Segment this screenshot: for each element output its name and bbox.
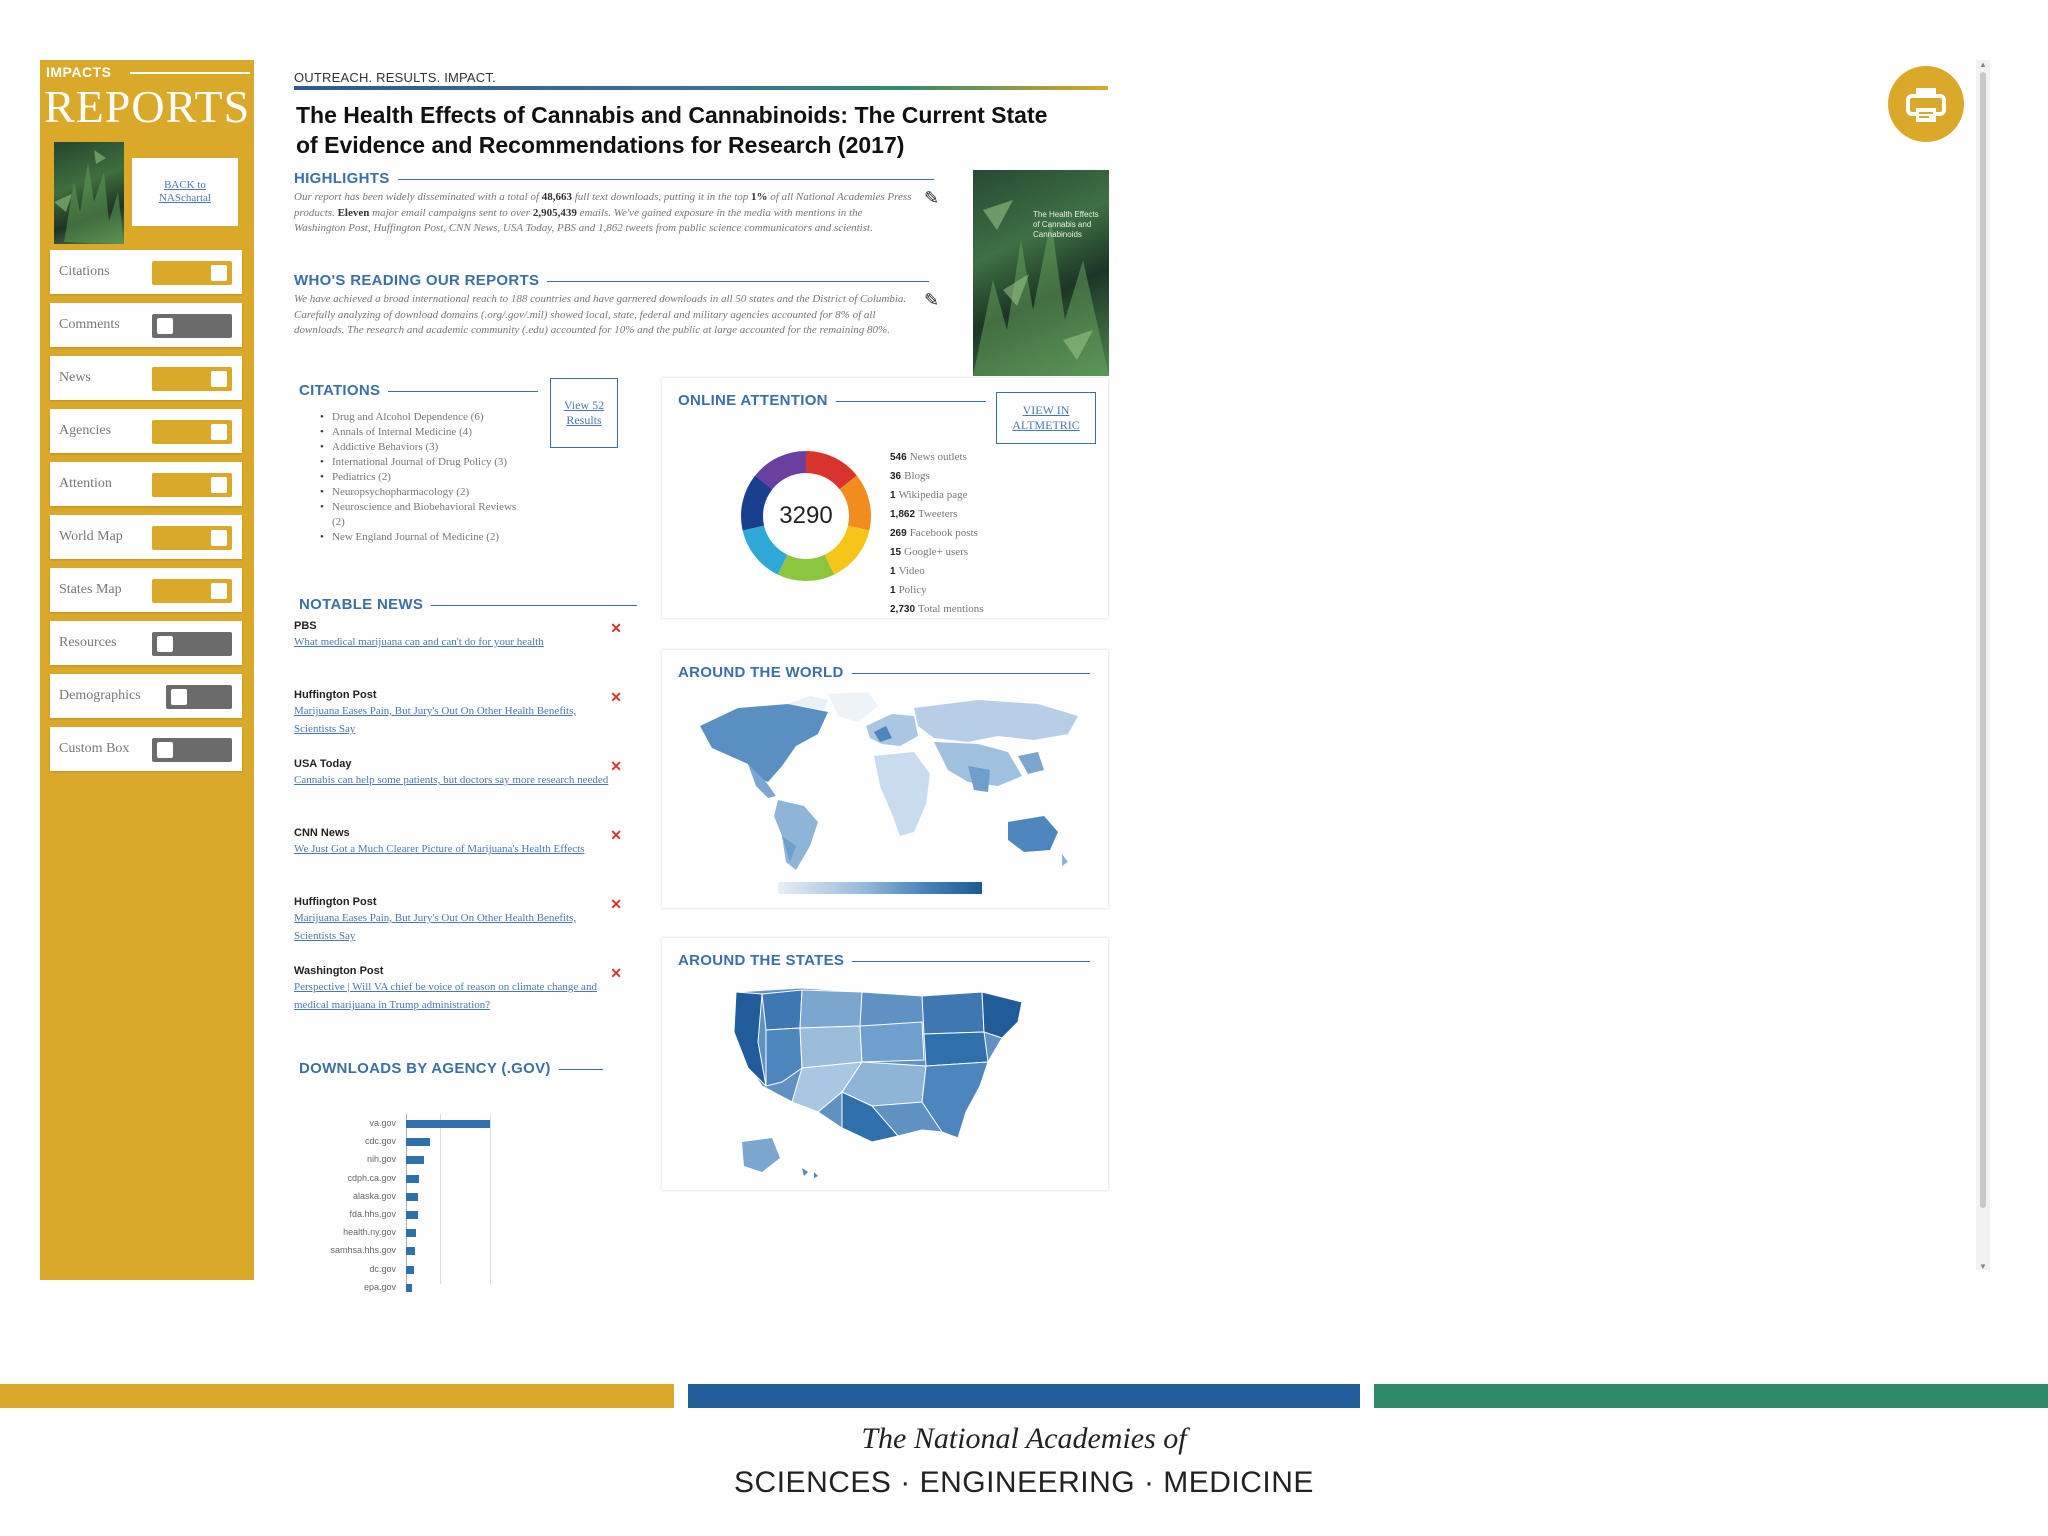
mention-count: 2,730 <box>890 604 916 615</box>
agency-bar <box>406 1120 490 1128</box>
scroll-up-icon[interactable]: ▲ <box>1979 60 1987 69</box>
agency-bar <box>406 1284 412 1292</box>
citation-item: • Neuroscience and Biobehavioral Reviews (2) <box>320 500 520 530</box>
agency-label: fda.hhs.gov <box>349 1209 396 1219</box>
agency-label: cdph.ca.gov <box>347 1172 396 1183</box>
mention-count: 1 <box>890 585 896 596</box>
mention-count: 1 <box>890 566 896 577</box>
donut-segment <box>783 565 830 570</box>
agency-label: nih.gov <box>366 1154 396 1165</box>
mention-item <box>890 467 1100 486</box>
agency-row <box>290 1243 620 1261</box>
toggle-switch-demographics[interactable] <box>166 685 232 709</box>
remove-news-icon[interactable]: ✕ <box>610 827 622 843</box>
toggle-label: Resources <box>59 635 117 650</box>
mention-label: Blogs <box>904 470 930 482</box>
altmetric-score: 3290 <box>779 502 833 529</box>
toggle-switch-world-map[interactable] <box>152 526 232 550</box>
toggle-knob <box>157 742 173 758</box>
agency-bar <box>406 1247 415 1255</box>
back-link[interactable]: BACK to NASchartal <box>132 158 238 226</box>
breadcrumb-bar <box>294 86 1108 90</box>
toggle-label: Agencies <box>59 423 112 438</box>
toggle-knob <box>157 318 173 334</box>
toggle-row-custom-box[interactable] <box>50 727 242 771</box>
remove-news-icon[interactable]: ✕ <box>610 758 622 774</box>
mention-label: Facebook posts <box>909 527 978 539</box>
highlights-text: Our report has been widely disseminated with a total of 48,663 full text downloads, putting it in the top 1% of all National Academies Press products. Eleven major email campaigns sent to over 2,905,439 emails. We've gained exposure in the media with mentions in the Washington Post, Huffington Post, CNN News, USA Today, PBS and 1,862 tweets from public science communicators and scientist. <box>294 191 912 234</box>
agency-bar <box>406 1193 418 1201</box>
states-map-panel <box>662 938 1108 1190</box>
mention-count: 1,862 <box>890 509 916 520</box>
citations-list <box>320 410 520 545</box>
citation-item: • Drug and Alcohol Dependence (6) <box>320 410 520 425</box>
toggle-row-states-map[interactable] <box>50 568 242 612</box>
toggle-row-world-map[interactable] <box>50 515 242 559</box>
printer-icon <box>1904 82 1948 126</box>
report-cover-thumbnail <box>54 142 124 244</box>
mention-count: 36 <box>890 471 902 482</box>
mention-item <box>890 562 1100 581</box>
report-main <box>290 60 1110 1292</box>
scroll-down-icon[interactable]: ▼ <box>1979 1262 1987 1271</box>
toggle-knob <box>211 371 227 387</box>
sidebar <box>40 60 254 1280</box>
remove-news-icon[interactable]: ✕ <box>610 965 622 981</box>
agency-label: cdc.gov <box>364 1136 396 1147</box>
agency-bar <box>406 1156 424 1164</box>
world-map-legend <box>778 882 982 894</box>
page-title: The Health Effects of Cannabis and Cannabinoids: The Current State of Evidence and Recommendations for Research (2017) <box>296 102 1048 158</box>
toggle-label: Custom Box <box>59 741 130 756</box>
remove-news-icon[interactable]: ✕ <box>610 689 622 705</box>
citation-item: • International Journal of Drug Policy (3) <box>320 455 520 470</box>
toggle-label: World Map <box>59 529 123 544</box>
agency-bar <box>406 1211 418 1219</box>
toggle-switch-attention[interactable] <box>152 473 232 497</box>
news-item <box>294 827 622 896</box>
toggle-row-resources[interactable] <box>50 621 242 665</box>
edit-readers-icon[interactable]: ✎ <box>924 290 940 310</box>
news-source: Huffington Post <box>294 896 377 908</box>
toggle-label: Comments <box>59 317 120 332</box>
toggle-row-comments[interactable] <box>50 303 242 347</box>
mention-item <box>890 581 1100 600</box>
world-map-panel <box>662 650 1108 908</box>
news-source: Huffington Post <box>294 689 377 701</box>
news-source: USA Today <box>294 758 352 770</box>
highlights-heading: HIGHLIGHTS <box>294 170 934 187</box>
mention-label: Total mentions <box>918 603 984 615</box>
reports-heading: REPORTS <box>44 81 251 132</box>
news-headline-link[interactable]: Cannabis can help some patients, but doctors say more research needed <box>294 774 609 786</box>
world-map <box>678 686 1092 878</box>
agency-row <box>290 1116 620 1134</box>
cover-title: The Health Effects of Cannabis and Cannabinoids <box>1033 210 1099 239</box>
news-headline-link[interactable]: Perspective | Will VA chief be voice of reason on climate change and medical marijuana in Trump administration? <box>294 981 597 1011</box>
mention-count: 1 <box>890 490 896 501</box>
news-list <box>294 620 622 1034</box>
toggle-switch-states-map[interactable] <box>152 579 232 603</box>
toggle-knob <box>157 636 173 652</box>
toggle-label: Attention <box>59 476 112 491</box>
news-heading: NOTABLE NEWS <box>299 596 637 613</box>
mention-item <box>890 524 1100 543</box>
footer-org-line2: SCIENCES · ENGINEERING · MEDICINE <box>734 1466 1314 1499</box>
news-source: CNN News <box>294 827 350 839</box>
toggle-row-demographics[interactable] <box>50 674 242 718</box>
toggle-row-agencies[interactable] <box>50 409 242 453</box>
agency-row <box>290 1152 620 1170</box>
toggle-knob <box>171 689 187 705</box>
report-cover-image <box>973 170 1109 376</box>
agency-row <box>290 1280 620 1298</box>
agency-row <box>290 1207 620 1225</box>
agency-label: epa.gov <box>363 1281 396 1292</box>
toggle-knob <box>211 477 227 493</box>
readers-heading: WHO'S READING OUR REPORTS <box>294 272 929 289</box>
toggle-knob <box>211 265 227 281</box>
toggle-label: States Map <box>59 582 122 597</box>
footer-org-line1: The National Academies of <box>861 1422 1187 1455</box>
online-attention-panel <box>662 378 1108 618</box>
citation-item: • Pediatrics (2) <box>320 470 520 485</box>
footer-band-gold <box>0 1384 674 1408</box>
attention-heading: ONLINE ATTENTION <box>678 392 986 409</box>
world-heading: AROUND THE WORLD <box>678 664 1090 681</box>
news-item <box>294 758 622 827</box>
toggle-switch-comments[interactable] <box>152 314 232 338</box>
toggle-knob <box>211 424 227 440</box>
news-headline-link[interactable]: We Just Got a Much Clearer Picture of Marijuana's Health Effects <box>294 843 585 855</box>
mention-count: 15 <box>890 547 902 558</box>
toggle-knob <box>211 583 227 599</box>
scrollbar-thumb[interactable] <box>1980 72 1986 1208</box>
agency-heading: DOWNLOADS BY AGENCY (.GOV) <box>299 1060 603 1077</box>
view-results-link[interactable]: View 52 Results <box>550 378 618 448</box>
toggle-switch-citations[interactable] <box>152 261 232 285</box>
news-item <box>294 620 622 689</box>
mention-label: Video <box>898 565 925 577</box>
agency-bar <box>406 1266 414 1274</box>
toggle-row-citations[interactable] <box>50 250 242 294</box>
agency-label: va.gov <box>369 1118 396 1128</box>
news-headline-link[interactable]: Marijuana Eases Pain, But Jury's Out On Other Health Benefits, Scientists Say <box>294 912 577 942</box>
agency-row <box>290 1189 620 1207</box>
toggle-switch-custom-box[interactable] <box>152 738 232 762</box>
toggle-switch-news[interactable] <box>152 367 232 391</box>
news-headline-link[interactable]: What medical marijuana can and can't do for your health <box>294 636 544 648</box>
edit-highlights-icon[interactable]: ✎ <box>924 188 940 208</box>
citation-item: • Neuropsychopharmacology (2) <box>320 485 520 500</box>
toggle-label: Citations <box>59 264 110 279</box>
agency-bar <box>406 1138 430 1146</box>
mention-label: Google+ users <box>904 546 969 558</box>
agency-bar <box>406 1229 416 1237</box>
toggle-list <box>50 250 244 780</box>
states-map <box>722 982 1042 1182</box>
agency-row <box>290 1225 620 1243</box>
mention-item <box>890 486 1100 505</box>
agency-label: health.ny.gov <box>343 1227 396 1238</box>
citation-item: • Addictive Behaviors (3) <box>320 440 520 455</box>
mention-item <box>890 505 1100 524</box>
impacts-label: IMPACTS <box>46 64 250 78</box>
citation-item: • Annals of Internal Medicine (4) <box>320 425 520 440</box>
agency-bar <box>406 1175 419 1183</box>
agency-row <box>290 1171 620 1189</box>
toggle-switch-agencies[interactable] <box>152 420 232 444</box>
citations-heading: CITATIONS <box>299 382 538 399</box>
print-button[interactable] <box>1888 66 1964 142</box>
mention-label: Wikipedia page <box>898 489 968 501</box>
mention-item <box>890 543 1100 562</box>
mention-item <box>890 600 1100 619</box>
mention-label: News outlets <box>909 451 967 463</box>
breadcrumb: OUTREACH. RESULTS. IMPACT. <box>294 70 496 85</box>
toggle-switch-resources[interactable] <box>152 632 232 656</box>
news-item <box>294 689 622 758</box>
news-item <box>294 896 622 965</box>
mention-label: Policy <box>898 584 927 596</box>
citation-item: • New England Journal of Medicine (2) <box>320 530 520 545</box>
news-source: Washington Post <box>294 965 384 977</box>
readers-text: We have achieved a broad international reach to 188 countries and have garnered downloads in all 50 states and the District of Columbia. Carefully analyzing of download domains (.org/.gov/.mil) showed local, state, federal and military agencies accounted for 8% of all downloads. The research and academic community (.edu) accounted for 10% and the public at large accounted for the remaining 80%. <box>294 293 907 336</box>
news-source: PBS <box>294 620 317 632</box>
agency-row <box>290 1134 620 1152</box>
news-headline-link[interactable]: Marijuana Eases Pain, But Jury's Out On Other Health Benefits, Scientists Say <box>294 705 577 735</box>
agency-label: alaska.gov <box>352 1190 396 1201</box>
mention-label: Tweeters <box>918 508 958 520</box>
toggle-label: Demographics <box>59 688 141 703</box>
agency-label: dc.gov <box>369 1263 396 1274</box>
mention-count: 269 <box>890 528 907 539</box>
states-heading: AROUND THE STATES <box>678 952 1090 969</box>
mention-item <box>890 448 1100 467</box>
mention-count: 546 <box>890 452 907 463</box>
remove-news-icon[interactable]: ✕ <box>610 896 622 912</box>
toggle-knob <box>211 530 227 546</box>
toggle-row-attention[interactable] <box>50 462 242 506</box>
footer-band-green <box>1374 1384 2048 1408</box>
news-item <box>294 965 622 1034</box>
toggle-row-news[interactable] <box>50 356 242 400</box>
toggle-label: News <box>59 370 91 385</box>
footer-band-blue <box>688 1384 1360 1408</box>
mentions-list <box>890 448 1100 619</box>
remove-news-icon[interactable]: ✕ <box>610 620 622 636</box>
agency-label: samhsa.hhs.gov <box>330 1245 396 1256</box>
agency-row <box>290 1262 620 1280</box>
altmetric-link[interactable]: VIEW IN ALTMETRIC <box>996 392 1096 444</box>
agency-chart <box>290 1086 620 1292</box>
